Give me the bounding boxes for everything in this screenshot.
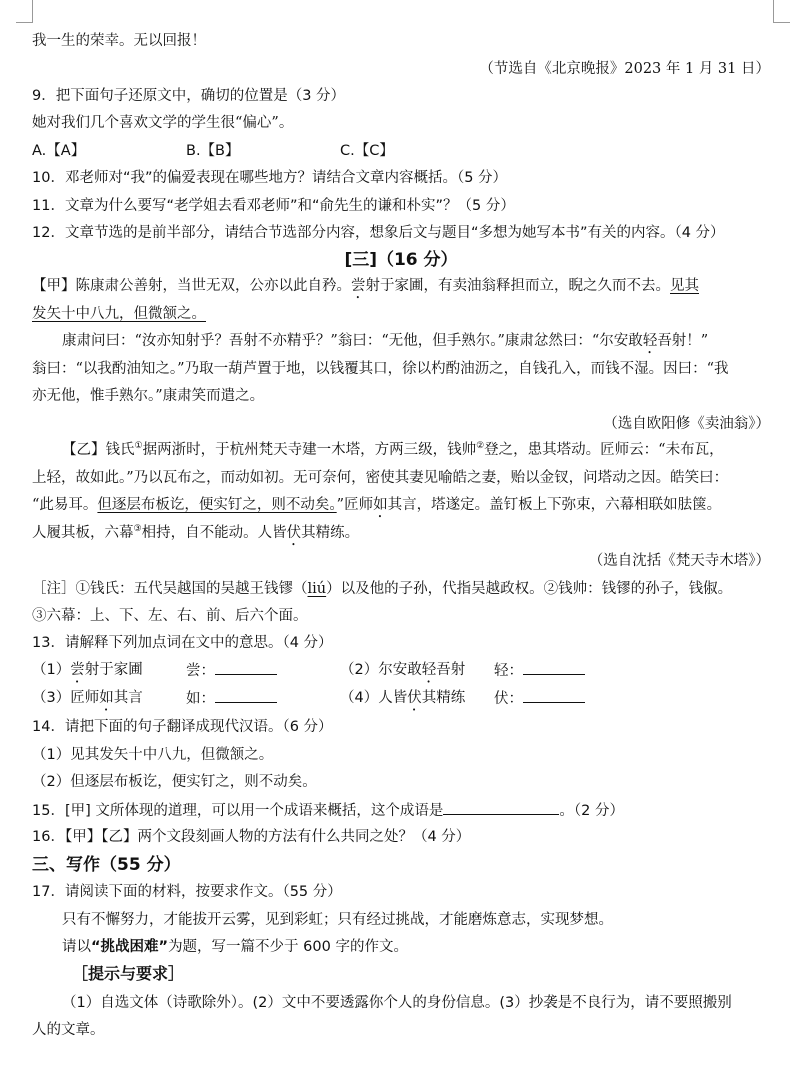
answer-blank[interactable] [443, 800, 559, 815]
dotted-word: 伏 [286, 525, 302, 541]
q13-item-2-answer: 轻： [494, 660, 585, 681]
answer-blank[interactable] [215, 688, 277, 703]
option-b: B.【B】 [186, 143, 240, 159]
source-citation: （节选自《北京晚报》2023 年 1 月 31 日） [479, 61, 770, 77]
dotted-word: 尝 [70, 662, 85, 678]
source-citation: （选自欧阳修《卖油翁》） [603, 416, 770, 432]
question-13-stem: 13．请解释下列加点词在文中的意思。（4 分） [32, 635, 333, 651]
writing-section-title: 三、写作（55 分） [32, 855, 181, 875]
question-14-sentence-1: （1）见其发矢十中八九，但微颔之。 [32, 747, 274, 763]
question-17-stem: 17．请阅读下面的材料，按要求作文。（55 分） [32, 884, 342, 900]
dotted-word: 伏 [407, 690, 422, 706]
question-11: 11．文章为什么要写“老学姐去看邓老师”和“俞先生的谦和朴实”？（5 分） [32, 198, 515, 214]
answer-blank[interactable] [523, 688, 585, 703]
option-c: C.【C】 [340, 143, 394, 159]
footnote-line: ③六幕：上、下、左、右、前、后六个面。 [32, 608, 308, 624]
q13-item-1-answer: 尝： [186, 660, 277, 681]
q13-item-4: （4）人皆伏其精练 [340, 690, 466, 706]
passage-jia-line: 亦无他，惟手熟尔。”康肃笑而遣之。 [32, 388, 265, 404]
answer-blank[interactable] [215, 660, 277, 675]
dotted-word: 尝 [351, 278, 366, 294]
question-16: 16．【甲】【乙】两个文段刻画人物的方法有什么共同之处？（4 分） [32, 829, 471, 845]
passage-yi-line: “此易耳。但逐层布板讫，便实钉之，则不动矣。”匠师如其言，塔遂定。盖钉板上下弥束，六幕相联如胠箧。 [32, 497, 722, 513]
writing-requirements: （1）自选文体（诗歌除外）。(2）文中不要透露你个人的身份信息。(3）抄袭是不良行为，请不要照搬别 [62, 995, 732, 1011]
option-a: A.【A】 [32, 143, 86, 159]
page-corner-mark [773, 0, 790, 23]
underlined-sentence: 发矢十中八九，但微颔之。 [32, 306, 206, 322]
essay-title: “挑战困难” [91, 939, 169, 955]
passage-jia-line: 康肃问曰：“汝亦知射乎？吾射不亦精乎？”翁曰：“无他，但手熟尔。”康肃忿然曰：“尔安敢轻吾射！” [62, 333, 709, 349]
tips-heading: ［提示与要求］ [72, 964, 185, 983]
writing-prompt: 请以“挑战困难”为题，写一篇不少于 600 字的作文。 [62, 939, 408, 955]
passage-yi-line: 上轻，故如此。”乃以瓦布之，而动如初。无可奈何，密使其妻见喻皓之妻，贻以金钗，问塔动之因。皓笑曰： [32, 470, 729, 486]
section-3-title: [三]（16 分） [344, 250, 458, 270]
question-9-stem: 9．把下面句子还原文中，确切的位置是（3 分） [32, 88, 346, 104]
question-15: 15．[甲] 文所体现的道理，可以用一个成语来概括，这个成语是 。（2 分） [32, 800, 770, 821]
q13-item-2: （2）尔安敢轻吾射 [340, 662, 466, 678]
underlined-sentence: 见其 [670, 278, 699, 294]
writing-requirements-cont: 人的文章。 [32, 1022, 105, 1038]
page-corner-mark [16, 0, 33, 23]
q13-item-4-answer: 伏： [494, 688, 585, 709]
source-citation: （选自沈括《梵天寺木塔》） [588, 553, 770, 569]
passage-jia-line: 翁曰：“以我酌油知之。”乃取一葫芦置于地，以钱覆其口，徐以杓酌油沥之，自钱孔入，而钱不湿。因曰：“我 [32, 361, 729, 377]
passage-jia-line [32, 304, 770, 324]
passage-yi-line: 【乙】钱氏①据两浙时，于杭州梵天寺建一木塔，方两三级，钱帅②登之，患其塔动。匠师云：“未布瓦， [62, 441, 724, 458]
question-14-sentence-2: （2）但逐层布板讫，便实钉之，则不动矣。 [32, 774, 317, 790]
writing-material: 只有不懈努力，才能拔开云雾，见到彩虹；只有经过挑战，才能磨炼意志，实现梦想。 [62, 912, 613, 928]
q13-item-1: （1）尝射于家圃 [32, 662, 143, 678]
question-9-sentence: 她对我们几个喜欢文学的学生很“偏心”。 [32, 115, 294, 131]
passage-jia-line: 【甲】陈康肃公善射，当世无双，公亦以此自矜。尝射于家圃，有卖油翁释担而立，睨之久而不去。见其 [32, 278, 699, 294]
answer-blank[interactable] [523, 660, 585, 675]
passage-ending: 我一生的荣幸。无以回报！ [32, 33, 206, 49]
question-10: 10．邓老师对“我”的偏爱表现在哪些地方？请结合文章内容概括。（5 分） [32, 170, 508, 186]
passage-yi-line: 人履其板，六幕③相持，自不能动。人皆伏其精练。 [32, 524, 360, 541]
dotted-word: 如 [99, 690, 114, 706]
q13-item-3-answer: 如： [186, 688, 277, 709]
footnote-line: ［注］①钱氏：五代吴越国的吴越王钱镠（liú）以及他的子孙，代指吴越政权。②钱帅：钱镠的孙子，钱俶。 [32, 581, 733, 597]
dotted-word: 如 [373, 497, 388, 513]
dotted-word: 轻 [642, 333, 658, 349]
q13-item-3: （3）匠师如其言 [32, 690, 143, 706]
question-12: 12．文章节选的是前半部分，请结合节选部分内容，想象后文与题目“多想为她写本书”有关的内容。（4 分） [32, 225, 725, 241]
dotted-word: 轻 [421, 662, 437, 678]
question-14-stem: 14．请把下面的句子翻译成现代汉语。（6 分） [32, 719, 333, 735]
underlined-sentence: 但逐层布板讫，便实钉之，则不动矣。 [97, 497, 337, 513]
